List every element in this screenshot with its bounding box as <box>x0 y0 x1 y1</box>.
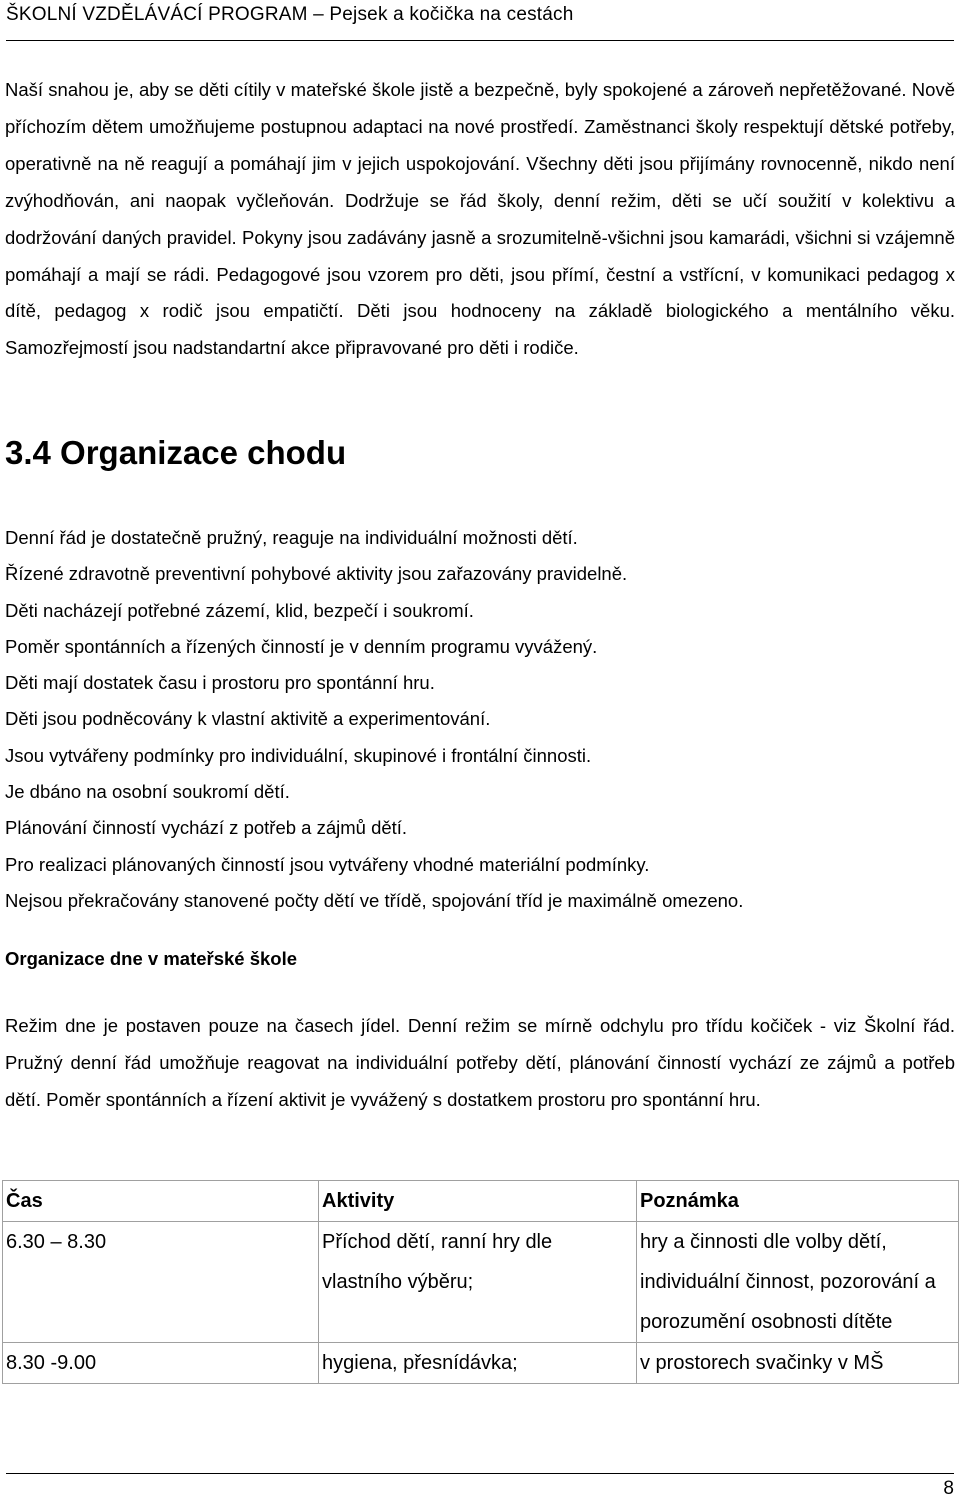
list-item: Je dbáno na osobní soukromí dětí. <box>5 781 290 803</box>
list-item: Děti jsou podněcovány k vlastní aktivitě a experimentování. <box>5 708 491 730</box>
cell-note: v prostorech svačinky v MŠ <box>637 1343 959 1384</box>
table-header-row <box>3 1181 959 1222</box>
list-item: Děti mají dostatek času i prostoru pro spontánní hru. <box>5 672 435 694</box>
cell-time: 8.30 -9.00 <box>3 1343 319 1384</box>
schedule-table <box>2 1180 959 1384</box>
header-document-title: Pejsek a kočička na cestách <box>329 4 574 25</box>
table-row <box>3 1222 959 1343</box>
footer-divider <box>6 1473 954 1474</box>
list-item: Denní řád je dostatečně pružný, reaguje na individuální možnosti dětí. <box>5 527 578 548</box>
list-item: Plánování činností vychází z potřeb a zájmů dětí. <box>5 817 408 839</box>
list-item: Řízené zdravotně preventivní pohybové aktivity jsou zařazovány pravidelně. <box>5 563 628 585</box>
column-header-time: Čas <box>3 1181 319 1222</box>
section-heading: 3.4 Organizace chodu <box>5 434 347 471</box>
intro-paragraph: Naší snahou je, aby se děti cítily v mateřské škole jistě a bezpečně, byly spokojené a zároveň nepřetěžované. Nově příchozím dětem umožňujeme postupnou adaptaci na nové prostředí. Zaměstnanci školy respektují dětské potřeby, operativně na ně reagují a pomáhají jim v jejich uspokojování. Všechny děti jsou přijímány rovnocenně, nikdo není zvýhodňován, ani naopak vyčleňován. Dodržuje se řád školy, denní režim, děti se učí soužití v kolektivu a dodržování daných pravidel. Pokyny jsou zadávány jasně a srozumitelně-všichni jsou kamarádi, všichni si vzájemně pomáhají a mají se rádi. Pedagogové jsou vzorem pro děti, jsou přímí, čestní a vstřícní, v komunikaci pedagog x dítě, pedagog x rodič jsou empatičtí. Děti jsou hodnoceny na základě biologického a mentálního věku. Samozřejmostí jsou nadstandartní akce připravované pro děti i rodiče. <box>5 79 955 359</box>
page-number: 8 <box>943 1478 954 1499</box>
subheading: Organizace dne v mateřské škole <box>5 948 298 969</box>
organization-list <box>5 520 955 919</box>
list-item: Pro realizaci plánovaných činností jsou vytvářeny vhodné materiální podmínky. <box>5 853 650 875</box>
list-item: Nejsou překračovány stanovené počty dětí ve třídě, spojování tříd je maximálně omezeno. <box>5 889 744 911</box>
header-title <box>6 4 574 26</box>
header-prefix: ŠKOLNÍ VZDĚLÁVÁCÍ PROGRAM <box>6 4 308 25</box>
header-separator: – <box>307 4 330 25</box>
table-row <box>3 1343 959 1384</box>
cell-activity: hygiena, přesnídávka; <box>319 1343 637 1384</box>
cell-note: hry a činnosti dle volby dětí, individuální činnost, pozorování a porozumění osobnosti dítěte <box>637 1222 959 1343</box>
column-header-note: Poznámka <box>637 1181 959 1222</box>
page-header <box>6 0 954 41</box>
cell-time: 6.30 – 8.30 <box>3 1222 319 1343</box>
list-item: Poměr spontánních a řízených činností je v denním programu vyvážený. <box>5 635 598 657</box>
column-header-activity: Aktivity <box>319 1181 637 1222</box>
day-paragraph: Režim dne je postaven pouze na časech jídel. Denní režim se mírně odchylu pro třídu kočiček - viz Školní řád. Pružný denní řád umožňuje reagovat na individuální potřeby dětí, plánování činností vychází ze zájmů a potřeb dětí. Poměr spontánních a řízení aktivit je vyvážený s dostatkem prostoru pro spontánní hru. <box>5 1015 955 1110</box>
cell-activity: Příchod dětí, ranní hry dle vlastního výběru; <box>319 1222 637 1343</box>
list-item: Děti nacházejí potřebné zázemí, klid, bezpečí i soukromí. <box>5 599 474 621</box>
list-item: Jsou vytvářeny podmínky pro individuální, skupinové i frontální činnosti. <box>5 744 592 766</box>
